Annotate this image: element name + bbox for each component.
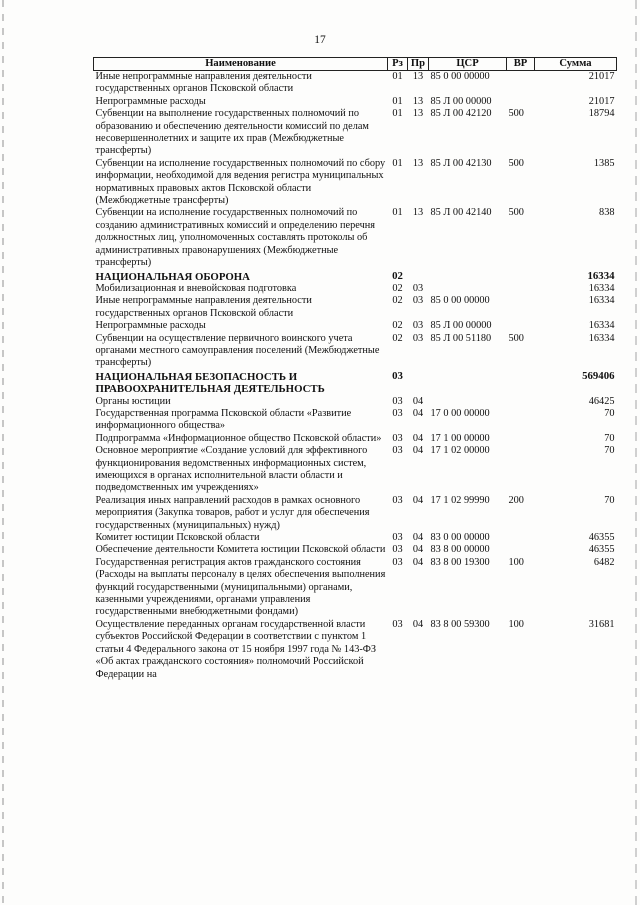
cell-csr	[429, 283, 507, 295]
cell-sum: 21017	[588, 95, 615, 107]
budget-table	[93, 57, 617, 681]
table-row	[94, 619, 617, 681]
cell-sum: 16334	[588, 295, 615, 307]
cell-vr: 500	[508, 157, 524, 169]
cell-rz: 02	[392, 282, 403, 294]
cell-sum: 16334	[588, 282, 615, 294]
cell-rz: 01	[392, 207, 403, 219]
cell-pr: 04	[412, 494, 424, 506]
cell-rz: 01	[392, 108, 403, 120]
cell-sum: 70	[604, 432, 615, 444]
scan-right-edge	[635, 0, 637, 905]
table-row	[94, 495, 617, 532]
cell-csr: 17 1 02 00000	[430, 445, 490, 457]
cell-pr: 04	[412, 445, 424, 457]
cell-vr	[507, 71, 535, 96]
cell-sum: 838	[599, 207, 615, 219]
cell-rz: 03	[392, 445, 403, 457]
cell-vr	[507, 96, 535, 108]
section-row	[94, 270, 617, 283]
header-sum: Сумма	[535, 58, 617, 71]
cell-vr	[507, 396, 535, 408]
cell-rz: 02	[392, 332, 403, 344]
cell-name: Органы юстиции	[95, 395, 171, 407]
table-row	[94, 283, 617, 295]
table-row	[94, 96, 617, 108]
cell-vr	[507, 270, 535, 283]
cell-name: Подпрограмма «Информационное общество Псковской области»	[95, 432, 382, 444]
cell-name: Субвенции на исполнение государственных полномочий по сбору информации, необходимой для ведения регистра муниципальных нормативных правовых актов Псковской области (Межбюджетные трансферты)	[95, 157, 386, 207]
cell-csr	[429, 370, 507, 396]
cell-name: Иные непрограммные направления деятельности государственных органов Псковской области	[95, 71, 312, 95]
table-body	[94, 71, 617, 681]
cell-vr	[507, 370, 535, 396]
cell-pr: 04	[412, 544, 424, 556]
table-row	[94, 532, 617, 544]
cell-rz: 01	[392, 157, 403, 169]
cell-rz: 03	[392, 395, 403, 407]
cell-rz: 03	[392, 494, 403, 506]
cell-name: Мобилизационная и вневойсковая подготовка	[95, 282, 297, 294]
cell-vr: 500	[508, 207, 524, 219]
cell-sum: 569406	[582, 369, 615, 382]
cell-csr	[429, 270, 507, 283]
scan-left-edge	[2, 0, 4, 905]
cell-csr: 85 Л 00 51180	[430, 332, 492, 344]
table-row	[94, 158, 617, 208]
cell-rz: 03	[392, 556, 403, 568]
cell-rz: 02	[392, 320, 403, 332]
cell-pr: 13	[412, 95, 424, 107]
cell-rz: 03	[392, 532, 403, 544]
cell-vr: 100	[508, 618, 524, 630]
cell-sum: 16334	[588, 320, 615, 332]
cell-pr: 13	[412, 108, 424, 120]
cell-pr	[408, 370, 429, 396]
table-row	[94, 396, 617, 408]
table-row	[94, 544, 617, 556]
cell-vr	[507, 544, 535, 556]
cell-sum: 6482	[593, 556, 615, 568]
cell-name: Непрограммные расходы	[95, 320, 206, 332]
cell-sum: 46355	[588, 532, 615, 544]
cell-pr: 13	[412, 157, 424, 169]
table-row	[94, 295, 617, 320]
table-row	[94, 445, 617, 495]
header-rz: Рз	[388, 58, 408, 71]
cell-sum: 16334	[588, 332, 615, 344]
cell-rz: 01	[392, 71, 403, 82]
cell-name: Государственная программа Псковской области «Развитие информационного общества»	[95, 407, 352, 432]
cell-rz: 03	[392, 407, 403, 419]
table-row	[94, 320, 617, 332]
page-number: 17	[314, 34, 326, 46]
cell-pr: 13	[412, 71, 424, 82]
cell-sum: 31681	[588, 618, 615, 630]
cell-rz: 01	[392, 95, 403, 107]
cell-name: Комитет юстиции Псковской области	[95, 532, 260, 544]
cell-sum: 70	[604, 494, 615, 506]
cell-csr: 83 8 00 19300	[430, 556, 490, 568]
table-row	[94, 71, 617, 96]
cell-sum: 46355	[588, 544, 615, 556]
cell-csr: 17 1 02 99990	[430, 494, 490, 506]
cell-name: Реализация иных направлений расходов в рамках основного мероприятия (Закупка товаров, работ и услуг для обеспечения государственных (муниципальных) нужд)	[95, 494, 370, 531]
cell-vr	[507, 283, 535, 295]
cell-sum: 1385	[593, 157, 615, 169]
cell-pr: 04	[412, 432, 424, 444]
cell-csr: 85 0 00 00000	[430, 71, 490, 82]
cell-sum: 70	[604, 407, 615, 419]
cell-pr: 13	[412, 207, 424, 219]
section-row	[94, 370, 617, 396]
cell-pr: 03	[412, 320, 424, 332]
cell-name: Иные непрограммные направления деятельности государственных органов Псковской области	[95, 295, 312, 319]
cell-pr: 04	[412, 532, 424, 544]
cell-pr: 03	[412, 332, 424, 344]
cell-vr: 500	[508, 108, 524, 120]
cell-name: Обеспечение деятельности Комитета юстиции Псковской области	[95, 544, 386, 556]
table-row	[94, 207, 617, 269]
cell-rz: 03	[392, 432, 403, 444]
cell-pr: 04	[412, 395, 424, 407]
cell-pr: 04	[412, 556, 424, 568]
cell-vr: 100	[508, 556, 524, 568]
cell-rz: 02	[392, 295, 403, 307]
table-row	[94, 557, 617, 619]
cell-csr: 85 Л 00 42120	[430, 108, 492, 120]
cell-csr: 85 0 00 00000	[430, 295, 490, 307]
cell-rz: 03	[392, 618, 403, 630]
header-vr: ВР	[507, 58, 535, 71]
cell-name: Осуществление переданных органам государственной власти субъектов Российской Федерации в соответствии с пунктом 1 статьи 4 Федерального закона от 15 ноября 1997 года № 143-ФЗ «Об актах гражданского состояния» полномочий Российской Федерации на	[95, 618, 377, 680]
cell-pr: 04	[412, 618, 424, 630]
cell-rz: 03	[392, 369, 403, 382]
cell-name: НАЦИОНАЛЬНАЯ БЕЗОПАСНОСТЬ И ПРАВООХРАНИТЕЛЬНАЯ ДЕЯТЕЛЬНОСТЬ	[95, 370, 325, 396]
cell-pr: 04	[412, 407, 424, 419]
cell-name: НАЦИОНАЛЬНАЯ ОБОРОНА	[95, 270, 250, 283]
cell-csr: 83 0 00 00000	[430, 532, 490, 544]
cell-csr: 17 0 00 00000	[430, 407, 490, 419]
cell-vr	[507, 445, 535, 495]
table-row	[94, 333, 617, 370]
cell-name: Основное мероприятие «Создание условий для эффективного функционирования ведомственных информационных систем, имеющихся в органах исполнительной власти области и подведомственных им учреждениях»	[95, 445, 368, 494]
cell-csr: 83 8 00 00000	[430, 544, 490, 556]
cell-vr	[507, 532, 535, 544]
cell-pr: 03	[412, 295, 424, 307]
header-name: Наименование	[94, 58, 388, 71]
cell-name: Субвенции на исполнение государственных полномочий по созданию административных комиссий и определению перечня должностных лиц, уполномоченных составлять протоколы об административных правонарушениях (Межбюджетные трансферты)	[95, 207, 376, 269]
cell-pr	[408, 270, 429, 283]
table-row	[94, 108, 617, 158]
cell-csr: 85 Л 00 00000	[430, 95, 492, 107]
cell-csr	[429, 396, 507, 408]
cell-vr	[507, 433, 535, 445]
cell-name: Субвенции на осуществление первичного воинского учета органами местного самоуправления поселений (Межбюджетные трансферты)	[95, 332, 380, 369]
cell-sum: 46425	[588, 395, 615, 407]
cell-name: Непрограммные расходы	[95, 95, 206, 107]
cell-csr: 85 Л 00 42130	[430, 157, 492, 169]
cell-sum: 16334	[587, 269, 615, 282]
cell-name: Субвенции на выполнение государственных полномочий по образованию и обеспечению деятельности комиссий по делам несовершеннолетних и защите их прав (Межбюджетные трансферты)	[95, 108, 369, 157]
table-row	[94, 408, 617, 433]
cell-sum: 70	[604, 445, 615, 457]
table-header-row	[94, 58, 617, 71]
cell-sum: 18794	[588, 108, 615, 120]
cell-csr: 85 Л 00 00000	[430, 320, 492, 332]
cell-pr: 03	[412, 282, 424, 294]
cell-rz: 02	[392, 269, 403, 282]
cell-vr: 200	[508, 494, 524, 506]
cell-rz: 03	[392, 544, 403, 556]
cell-csr: 83 8 00 59300	[430, 618, 490, 630]
cell-vr	[507, 408, 535, 433]
cell-csr: 17 1 00 00000	[430, 432, 490, 444]
cell-vr: 500	[508, 332, 524, 344]
cell-csr: 85 Л 00 42140	[430, 207, 492, 219]
header-pr: Пр	[408, 58, 429, 71]
cell-name: Государственная регистрация актов гражданского состояния (Расходы на выплаты персоналу в целях обеспечения выполнения функций государственными (муниципальными) органами, казенными учреждениями, органами управления государственными внебюджетными фондами)	[95, 556, 386, 618]
cell-vr	[507, 320, 535, 332]
header-csr: ЦСР	[429, 58, 507, 71]
cell-vr	[507, 295, 535, 320]
table-row	[94, 433, 617, 445]
cell-sum: 21017	[588, 71, 615, 82]
